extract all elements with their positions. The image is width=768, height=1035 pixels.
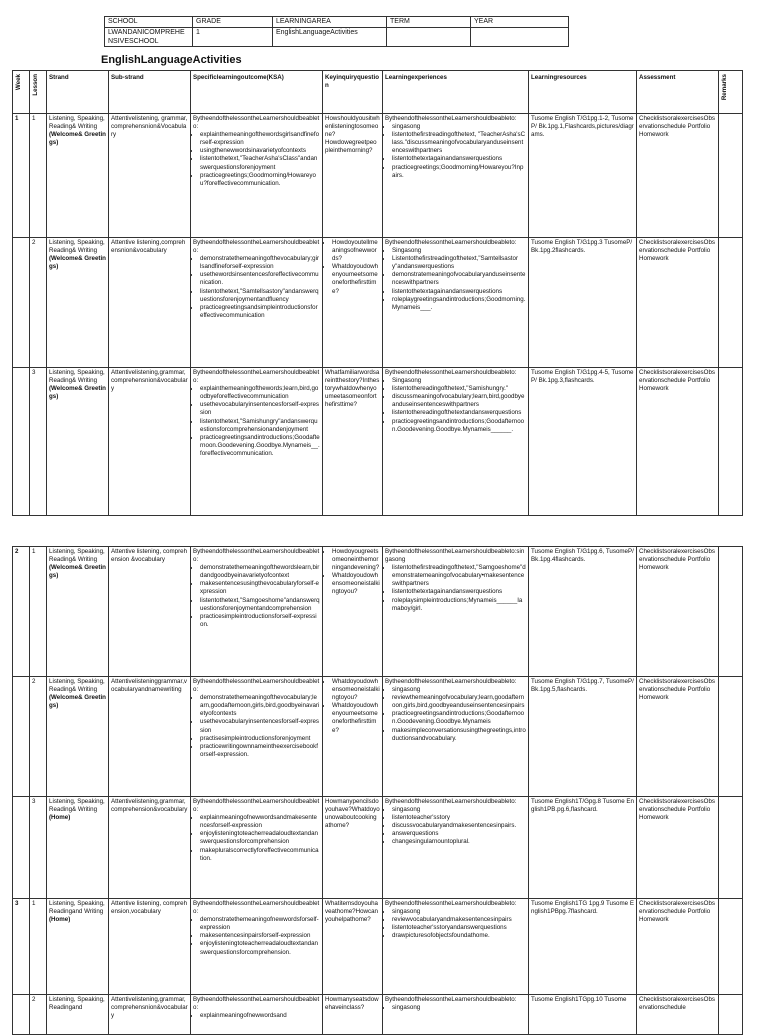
week-cell: [13, 368, 30, 516]
strand-cell: [47, 238, 109, 368]
experience-intro: BytheendofthelessontheLearnershouldbeableto:: [385, 678, 517, 685]
list-item: • listentothetext,"Samtellsastory"andanswerquestionsforenjoymentandfluency: [200, 288, 320, 304]
year-label: YEAR: [471, 17, 569, 28]
strand-text: Listening, Speaking, Readingand Writing: [49, 900, 105, 916]
term-value: [387, 28, 471, 47]
strand-text: Listening, Speaking, Reading& Writing: [49, 548, 105, 564]
strand-text: Listening, Speaking, Reading& Writing: [49, 678, 105, 694]
list-item: • enjoylisteningtoteacherreadaloudtextandanswerquestionsforcomprehension.: [200, 940, 320, 956]
substrand-cell: Attentive listening, comprehension &vocabulary: [109, 547, 191, 677]
inquiry-question-cell: [323, 899, 383, 995]
col-learning-experiences: Learningexperiences: [383, 71, 529, 114]
outcome-list: [193, 694, 320, 759]
inquiry-question-cell: [323, 995, 383, 1035]
lesson-cell: 1: [30, 899, 47, 995]
remarks-cell: [719, 114, 743, 238]
list-item: • demonstratethemeaningofthevocabulary;girlsandfineforself-expression: [200, 255, 320, 271]
col-learning-resources: Learningresources: [529, 71, 637, 114]
lesson-cell: 1: [30, 547, 47, 677]
grade-label: GRADE: [193, 17, 273, 28]
col-specific-learning-outcome: Specificlearningoutcome(KSA): [191, 71, 323, 114]
col-remarks: Remarks: [719, 71, 743, 114]
remarks-cell: [719, 368, 743, 516]
learning-experience-cell: [383, 238, 529, 368]
substrand-cell: Attentive listening,comprehensnion&vocabulary: [109, 238, 191, 368]
assessment-cell: ChecklistsoralexercisesObservationschedule: [637, 995, 719, 1035]
list-item: • singasong: [392, 123, 526, 131]
learning-outcome-cell: [191, 797, 323, 899]
learning-resources-cell: Tusome English T/G1pg.1-2, TusomeP/ Bk.1pg.1,Flashcards,pictures/diagrams.: [529, 114, 637, 238]
col-assessment: Assessment: [637, 71, 719, 114]
assessment-cell: ChecklistsoralexercisesObservationschedule Portfolio Homework: [637, 899, 719, 995]
list-item: • enjoylisteningtoteacherreadaloudtextandanswerquestionsforcomprehension: [200, 830, 320, 846]
learning-experience-cell: [383, 547, 529, 677]
learning-experience-cell: [383, 995, 529, 1035]
inquiry-text: Howmanypencilsdoyouhave?Whatdoyounowaboutcookingathome?: [325, 798, 380, 830]
outcome-list: [193, 1012, 320, 1020]
strand-cell: [47, 114, 109, 238]
table-row: [13, 368, 743, 516]
substrand-cell: Attentivelistening,grammar,comprehension&vocabulary: [109, 797, 191, 899]
list-item: • reviewvocabularyandmakesentencesinpairs: [392, 916, 526, 924]
learning-resources-cell: Tusome English1TG 1pg.9 Tusome English1PBpg.7flashcard.: [529, 899, 637, 995]
learning-experience-cell: [383, 114, 529, 238]
list-item: • singasong: [392, 686, 526, 694]
strand-cell: [47, 547, 109, 677]
list-item: • Howdoyoutellmeaningsofnewwords?: [332, 239, 380, 263]
learning-outcome-cell: [191, 368, 323, 516]
week-cell: [13, 995, 30, 1035]
table-row: [13, 797, 743, 899]
experience-intro: BytheendofthelessontheLearnershouldbeableto:: [385, 798, 517, 805]
school-label: SCHOOL: [105, 17, 193, 28]
list-item: • answerquestions: [392, 830, 526, 838]
list-item: • listentothetextagainandanswerquestions: [392, 288, 526, 296]
lesson-cell: 2: [30, 238, 47, 368]
inquiry-text: Whatitemsdoyouhaveathome?Howcanyouhelpathome?: [325, 900, 378, 924]
table-header-row: [13, 71, 743, 114]
learning-resources-cell: Tusome English T/G1pg.6, TusomeP/ Bk.1pg.4flashcards.: [529, 547, 637, 677]
substrand-cell: Attentivelisteninggrammar,vocabularyandnamewriting: [109, 677, 191, 797]
page-title: EnglishLanguageActivities: [101, 54, 242, 66]
outcome-list: [193, 564, 320, 629]
list-item: • listentothereadingofthetextandanswerquestions: [392, 409, 526, 417]
list-item: • practicewritingownnameintheexercisebookforself-expression.: [200, 743, 320, 759]
inquiry-question-cell: [323, 547, 383, 677]
list-item: • usethewordsinsentencesforeffectivecommunication.: [200, 271, 320, 287]
inquiry-text: Whatfamiliarwordsareintthestory?Inthestorywhatdowhenyoumeetasomeonforthefirsttime?: [325, 369, 380, 409]
list-item: • demonstratethemeaningofnewwordsforself-expression: [200, 916, 320, 932]
table-row: [13, 114, 743, 238]
lesson-cell: 2: [30, 995, 47, 1035]
week-cell: 2: [13, 547, 30, 677]
outcome-intro: BytheendofthelessontheLearnershouldbeableto:: [193, 900, 320, 916]
assessment-cell: ChecklistsoralexercisesObservationschedule Portfolio Homework: [637, 238, 719, 368]
remarks-cell: [719, 995, 743, 1035]
learning-outcome-cell: [191, 899, 323, 995]
assessment-cell: ChecklistsoralexercisesObservationschedule Portfolio Homework: [637, 797, 719, 899]
list-item: • discussmeaningofvocabulary;learn,bird,goodbyeanduseinsentenceswithpartners: [392, 393, 526, 409]
list-item: • explainmeaningofnewwordsand: [200, 1012, 320, 1020]
outcome-intro: BytheendofthelessontheLearnershouldbeableto:: [193, 678, 320, 694]
col-key-inquiry-question: Keyinquiryquestion: [323, 71, 383, 114]
strand-text: Listening, Speaking, Reading& Writing: [49, 798, 105, 814]
list-item: • explainmeaningofnewwordsandmakesentencesforself-expression: [200, 814, 320, 830]
col-week: Week: [13, 71, 30, 114]
substrand-cell: Attentivelistening,grammar,comprehensnion&vocabulary: [109, 995, 191, 1035]
list-item: • practicegreetingsandintroductions;Goodafternoon.Goodevening.Goodbye.Mynameis______.: [392, 418, 526, 434]
list-item: • listentothetextagainandanswerquestions: [392, 155, 526, 163]
remarks-cell: [719, 797, 743, 899]
col-lesson: Lesson: [30, 71, 47, 114]
inquiry-question-cell: [323, 238, 383, 368]
strand-theme: (Welcome& Greetings): [49, 694, 106, 710]
list-item: • listentothefirstreadingofthetext, "TeacherAsha'sClass."discussmeaningofvocabularyanduseinsentenceswithpartners: [392, 131, 526, 155]
outcome-list: [193, 385, 320, 458]
learning-experience-cell: [383, 677, 529, 797]
list-item: • demonstratethemeaningofthewordslearn,birdandgoodbyeinavarietyofcontext: [200, 564, 320, 580]
table-row: [13, 995, 743, 1035]
list-item: • changesingularnountoplural.: [392, 838, 526, 846]
list-item: • singasong: [392, 806, 526, 814]
inquiry-question-cell: [323, 114, 383, 238]
list-item: • Whatdoyoudowhenyoumeetsomeoneforthefirsttime?: [332, 702, 380, 734]
list-item: • listentothereadingofthetext,"Samishungry.": [392, 385, 526, 393]
list-item: • usethevocabularyinsentencesforself-expression: [200, 718, 320, 734]
list-item: • listentothefirstreadingofthetext,"Samgoeshome"demonstratemeaningofvocabulary•makesentenceswithpartners: [392, 564, 526, 588]
outcome-intro: BytheendofthelessontheLearnershouldbeableto:: [193, 239, 320, 255]
list-item: • Singasong: [392, 377, 526, 385]
lesson-cell: 1: [30, 114, 47, 238]
inquiry-text: Howmanyseatsdowehaveinclass?: [325, 996, 379, 1012]
week-cell: [13, 797, 30, 899]
inquiry-list: [325, 239, 380, 296]
inquiry-text: Howshouldyousitwhenlisteningtosomeone?: [325, 115, 380, 139]
list-item: • Listentothefirstreadingofthetext,"Samtellsastory"andanswerquestions: [392, 255, 526, 271]
experience-intro: BytheendofthelessontheLearnershouldbeableto:: [385, 900, 517, 907]
strand-cell: [47, 368, 109, 516]
learning-outcome-cell: [191, 995, 323, 1035]
experience-list: [385, 908, 526, 940]
lesson-cell: 2: [30, 677, 47, 797]
inquiry-text: Howdowegreetpeopleinthemorning?: [325, 139, 377, 155]
strand-theme: (Home): [49, 916, 71, 924]
list-item: • drawpicturesofobjectsfoundathome.: [392, 932, 526, 940]
list-item: • usethevocabularyinsentencesforself-expression: [200, 401, 320, 417]
substrand-cell: Attentive listening, comprehension,vocabulary: [109, 899, 191, 995]
strand-cell: [47, 899, 109, 995]
outcome-list: [193, 916, 320, 956]
list-item: • practicegreetings;Goodmorning/Howareyou?foreffectivecommunication.: [200, 172, 320, 188]
week-cell: [13, 677, 30, 797]
lesson-cell: 3: [30, 797, 47, 899]
table-row: [13, 677, 743, 797]
experience-list: [385, 806, 526, 846]
strand-text: Listening, Speaking, Reading& Writing: [49, 115, 105, 131]
school-value: LWANDANICOMPREHENSIVESCHOOL: [105, 28, 193, 47]
list-item: • listentoteacher'sstory: [392, 814, 526, 822]
substrand-cell: Attentivelistening,grammar,comprehensnion&vocabulary: [109, 368, 191, 516]
list-item: • demonstratethemeaningofthevocabulary;learn,goodafternoon,girls,bird,goodbyeinavarietyofcontexts: [200, 694, 320, 718]
scheme-table-part-2: [12, 546, 743, 1035]
strand-theme: (Welcome& Greetings): [49, 385, 106, 401]
strand-text: Listening, Speaking, Reading& Writing: [49, 369, 105, 385]
col-substrand: Sub-strand: [109, 71, 191, 114]
outcome-intro: BytheendofthelessontheLearnershouldbeableto:: [193, 369, 320, 385]
remarks-cell: [719, 238, 743, 368]
learning-area-value: EnglishLanguageActivities: [273, 28, 387, 47]
strand-theme: (Welcome& Greetings): [49, 131, 106, 147]
list-item: • singasong: [392, 1004, 526, 1012]
assessment-cell: ChecklistsoralexercisesObservationschedule Portfolio Homework: [637, 677, 719, 797]
remarks-cell: [719, 677, 743, 797]
list-item: • practicegreetingsandintroductions;Goodafternoon.Goodevening.Goodbye.Mynameis: [392, 710, 526, 726]
assessment-cell: ChecklistsoralexercisesObservationschedule Portfolio Homework: [637, 114, 719, 238]
experience-list: [385, 686, 526, 743]
list-item: • explainthemeaningofthewords;learn,bird,goodbyeforeffectivecommunication: [200, 385, 320, 401]
outcome-list: [193, 814, 320, 863]
inquiry-question-cell: [323, 797, 383, 899]
list-item: • Whatdoyoudowhenyoumeetsomeoneforthefirsttime?: [332, 263, 380, 295]
strand-theme: (Welcome& Greetings): [49, 255, 106, 271]
header-info-table: [104, 16, 569, 47]
learning-outcome-cell: [191, 677, 323, 797]
grade-value: 1: [193, 28, 273, 47]
list-item: • practicesimpleintroductionsforself-expression.: [200, 613, 320, 629]
list-item: • makesentencesusingthevocabularyforself-expression: [200, 580, 320, 596]
strand-cell: [47, 677, 109, 797]
list-item: • listentoteacher'sstoryandanswerquestions: [392, 924, 526, 932]
learning-resources-cell: Tusome English T/G1pg.7, TusomeP/ Bk.1pg.5,flashcards.: [529, 677, 637, 797]
outcome-intro: BytheendofthelessontheLearnershouldbeableto:: [193, 548, 320, 564]
list-item: • Singasong: [392, 247, 526, 255]
strand-cell: [47, 995, 109, 1035]
experience-intro: BytheendofthelessontheLearnershouldbeableto:: [385, 369, 517, 376]
learning-resources-cell: Tusome English1T/Gpg.8 Tusome English1PB.pg.6,flashcard.: [529, 797, 637, 899]
list-item: • roleplaygreetingsandintroductions;Goodmorning.Mynameis___.: [392, 296, 526, 312]
year-value: [471, 28, 569, 47]
experience-list: [385, 123, 526, 180]
table-row: [13, 238, 743, 368]
experience-list: [385, 247, 526, 312]
experience-intro: BytheendofthelessontheLearnershouldbeableto:: [385, 115, 517, 122]
assessment-cell: ChecklistsoralexercisesObservationschedule Portfolio Homework: [637, 368, 719, 516]
list-item: • makesentencesinpairsforself-expression: [200, 932, 320, 940]
outcome-intro: BytheendofthelessontheLearnershouldbeableto:: [193, 115, 320, 131]
list-item: • makepluralscorrectlyforeffectivecommunication.: [200, 847, 320, 863]
list-item: • practicegreetingsandintroductions;Goodafternoon.Goodevening.Goodbye.Mynameis__.foreffectivecommunication.: [200, 434, 320, 458]
outcome-intro: BytheendofthelessontheLearnershouldbeableto:: [193, 798, 320, 814]
learning-area-label: LEARNINGAREA: [273, 17, 387, 28]
term-label: TERM: [387, 17, 471, 28]
list-item: • explainthemeaningofthewordsgirlsandfineforself-expression: [200, 131, 320, 147]
list-item: • practicegreetingsandsimpleintroductionsforeffectivecommunication: [200, 304, 320, 320]
strand-theme: (Home): [49, 814, 71, 822]
inquiry-question-cell: [323, 368, 383, 516]
list-item: • singasong: [392, 908, 526, 916]
list-item: • makesimpleconversationsusingthegreetings,introductionsandvocabulary.: [392, 727, 526, 743]
inquiry-list: [325, 678, 380, 735]
remarks-cell: [719, 899, 743, 995]
inquiry-question-cell: [323, 677, 383, 797]
list-item: • reviewthemeaningofvocabulary;learn,goodafternoon,girls,bird,goodbyeanduseinsentencesinpairs: [392, 694, 526, 710]
experience-list: [385, 377, 526, 434]
outcome-list: [193, 131, 320, 188]
list-item: • practisesimpleintroductionsforenjoyment: [200, 735, 320, 743]
outcome-intro: BytheendofthelessontheLearnershouldbeableto:: [193, 996, 320, 1012]
learning-resources-cell: Tusome English T/G1pg.4-5, TusomeP/ Bk.1pg.3,flashcards.: [529, 368, 637, 516]
strand-cell: [47, 797, 109, 899]
learning-experience-cell: [383, 797, 529, 899]
experience-list: [385, 1004, 526, 1012]
list-item: • listentothetextagainandanswerquestions: [392, 588, 526, 596]
list-item: • Whatdoyoudowhensomeoneistalkingtoyou?: [332, 572, 380, 596]
learning-resources-cell: Tusome English T/G1pg.3 TusomeP/ Bk.1pg.2flashcards.: [529, 238, 637, 368]
learning-outcome-cell: [191, 238, 323, 368]
list-item: • Whatdoyoudowhensomeoneistalkingtoyou?: [332, 678, 380, 702]
list-item: • demonstratemeaningofvocabularyanduseinsentenceswithpartners: [392, 271, 526, 287]
learning-outcome-cell: [191, 114, 323, 238]
experience-intro: BytheendofthelessontheLearnershouldbeableto:: [385, 239, 517, 246]
scheme-table-part-1: [12, 70, 743, 516]
experience-list: [385, 564, 526, 613]
assessment-cell: ChecklistsoralexercisesObservationschedule Portfolio Homework: [637, 547, 719, 677]
list-item: • usingthenewwordsinavarietyofcontexts: [200, 147, 320, 155]
table-row: [13, 547, 743, 677]
list-item: • listentothetext,"TeacherAsha'sClass"andanswerquestionsforenjoyment: [200, 155, 320, 171]
table-row: [13, 899, 743, 995]
learning-experience-cell: [383, 899, 529, 995]
week-cell: [13, 238, 30, 368]
strand-theme: (Welcome& Greetings): [49, 564, 106, 580]
list-item: • Howdoyougreetsomeoneinthemorningandevening?: [332, 548, 380, 572]
inquiry-list: [325, 548, 380, 597]
strand-text: Listening, Speaking, Reading& Writing: [49, 239, 105, 255]
lesson-cell: 3: [30, 368, 47, 516]
remarks-cell: [719, 547, 743, 677]
week-cell: 3: [13, 899, 30, 995]
col-strand: Strand: [47, 71, 109, 114]
experience-intro: BytheendofthelessontheLearnershouldbeableto:: [385, 996, 517, 1003]
experience-intro: BytheendofthelessontheLearnershouldbeableto:singasong: [385, 548, 525, 564]
strand-text: Listening, Speaking, Readingand: [49, 996, 105, 1012]
list-item: • discussvocabularyandmakesentencesinpairs.: [392, 822, 526, 830]
learning-resources-cell: Tusome English1TGpg.10 Tusome: [529, 995, 637, 1035]
substrand-cell: Attentivelistening, grammar,comprehensnion&Vocabulary: [109, 114, 191, 238]
list-item: • listentothetext,"Samishungry"andanswerquestionsforcomprehensionandenjoyment: [200, 418, 320, 434]
outcome-list: [193, 255, 320, 320]
list-item: • roleplaysimpleintroductions;Mynameis______Iamaboy/girl.: [392, 597, 526, 613]
list-item: • practicegreetings;Goodmorning/Howareyou?Inpairs.: [392, 164, 526, 180]
week-cell: 1: [13, 114, 30, 238]
list-item: • listentothetext,"Samgoeshome"andanswerquestionsforenjoymentandcomprehension: [200, 597, 320, 613]
learning-experience-cell: [383, 368, 529, 516]
learning-outcome-cell: [191, 547, 323, 677]
